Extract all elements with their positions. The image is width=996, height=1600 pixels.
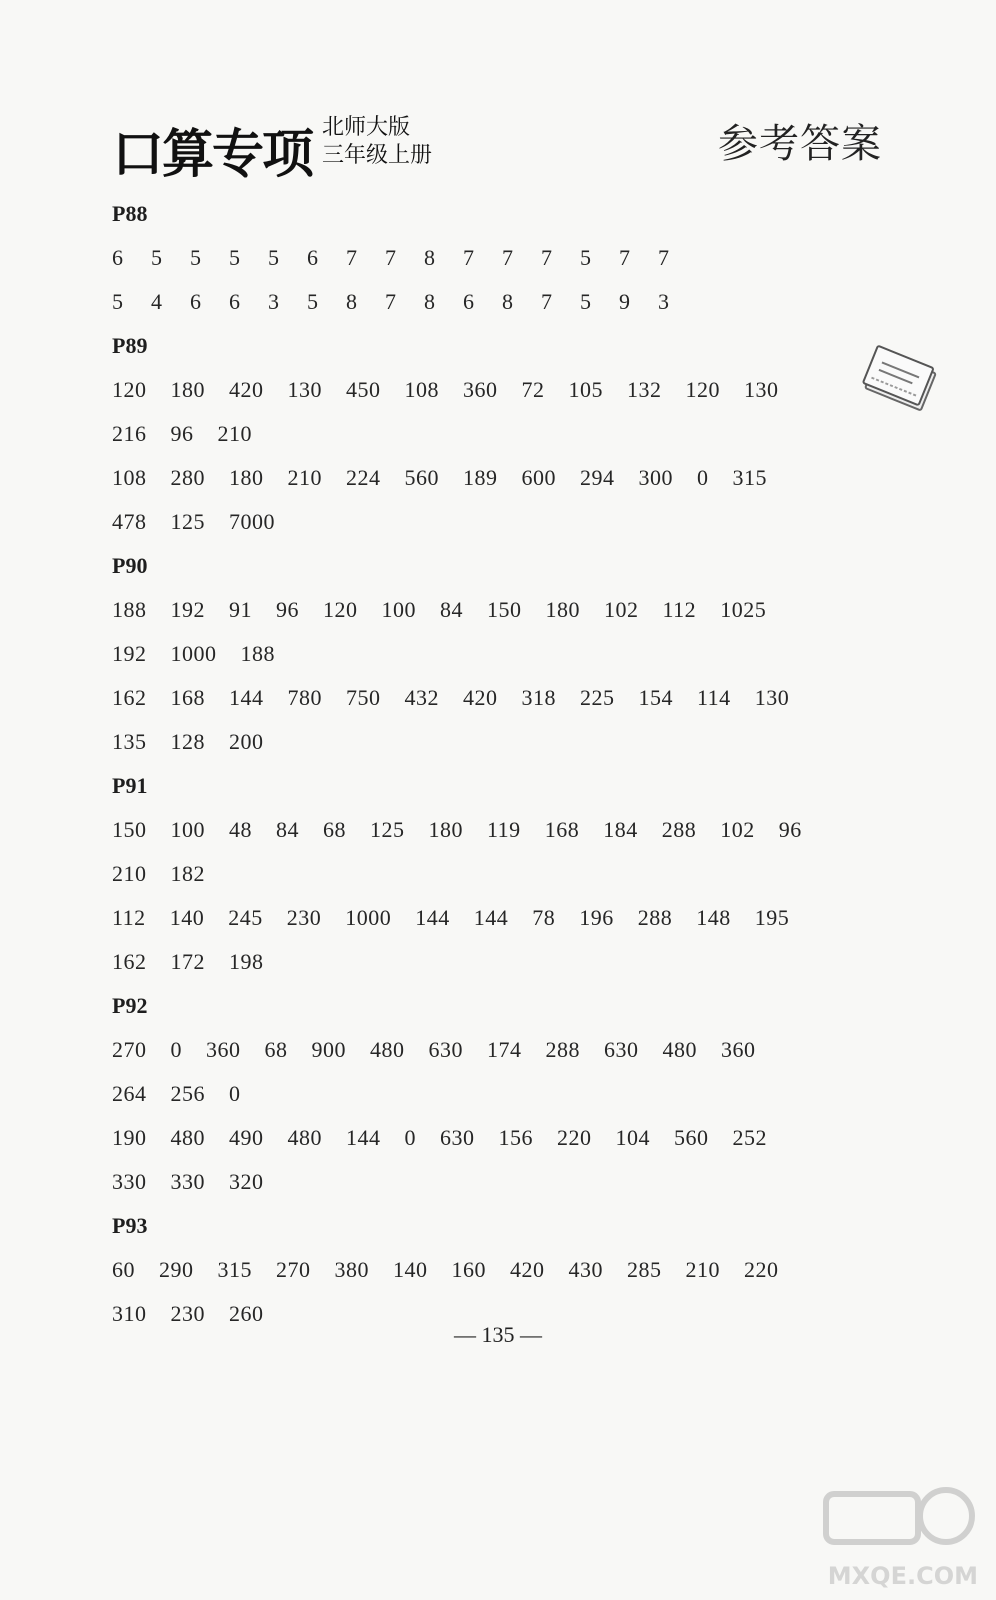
page-number: — 135 —: [454, 1322, 542, 1347]
answer-row: [112, 852, 912, 896]
answer-value: 7: [385, 245, 396, 270]
answer-value: 5: [151, 245, 162, 270]
answer-value: 315: [217, 1257, 252, 1282]
answer-value: 420: [229, 377, 264, 402]
answer-value: 260: [229, 1301, 264, 1326]
answer-value: 230: [286, 905, 322, 930]
answer-value: 310: [112, 1301, 147, 1326]
answer-value: 72: [521, 377, 545, 402]
answer-value: 0: [697, 465, 709, 490]
answer-value: 480: [662, 1037, 697, 1062]
edition-publisher: 北师大版: [322, 115, 411, 140]
answer-value: 7: [619, 245, 630, 270]
answer-value: 180: [229, 465, 264, 490]
answer-value: 210: [287, 465, 322, 490]
answer-value: 480: [287, 1125, 322, 1150]
answer-value: 600: [521, 465, 556, 490]
answer-value: 132: [627, 377, 662, 402]
answer-row: [112, 412, 912, 456]
answer-value: 320: [229, 1169, 264, 1194]
answer-value: 195: [754, 905, 790, 930]
book-title: 口算专项: [112, 125, 313, 185]
answer-value: 84: [440, 597, 463, 622]
answer-value: 210: [217, 421, 252, 446]
answer-row: [112, 940, 912, 984]
answer-value: 8: [424, 245, 435, 270]
answer-value: 8: [346, 289, 357, 314]
answer-row: [112, 1072, 912, 1116]
answer-row: [112, 896, 912, 940]
answer-value: 48: [229, 817, 252, 842]
answer-value: 7: [502, 245, 513, 270]
section-label: P90: [112, 553, 148, 578]
answer-value: 140: [393, 1257, 428, 1282]
answer-value: 360: [463, 377, 498, 402]
answer-value: 288: [661, 817, 697, 842]
answer-value: 430: [568, 1257, 603, 1282]
answer-row: [112, 500, 912, 544]
answer-value: 280: [170, 465, 205, 490]
answer-value: 360: [206, 1037, 241, 1062]
answer-value: 130: [744, 377, 779, 402]
answer-value: 130: [287, 377, 322, 402]
answer-value: 420: [463, 685, 498, 710]
answer-value: 144: [346, 1125, 381, 1150]
answer-value: 7000: [229, 509, 275, 534]
answer-value: 330: [112, 1169, 147, 1194]
answer-value: 8: [424, 289, 435, 314]
answer-row: [112, 1160, 912, 1204]
answer-value: 102: [604, 597, 639, 622]
answer-value: 380: [334, 1257, 369, 1282]
answer-value: 220: [557, 1125, 592, 1150]
answer-list: [112, 192, 912, 1336]
answer-value: 68: [323, 817, 346, 842]
answer-value: 5: [580, 289, 591, 314]
answer-value: 168: [170, 685, 205, 710]
answer-value: 156: [498, 1125, 533, 1150]
answer-value: 180: [170, 377, 205, 402]
answer-value: 224: [346, 465, 381, 490]
answer-value: 108: [404, 377, 439, 402]
answer-value: 6: [229, 289, 240, 314]
answer-row: [112, 236, 912, 280]
answer-value: 560: [674, 1125, 709, 1150]
answer-value: 119: [487, 817, 521, 842]
answer-value: 6: [112, 245, 123, 270]
edition-grade: 三年级上册: [322, 143, 433, 168]
answer-value: 5: [580, 245, 591, 270]
answer-value: 180: [545, 597, 580, 622]
watermark: [818, 1480, 978, 1590]
answer-value: 105: [568, 377, 603, 402]
answer-value: 192: [170, 597, 205, 622]
answer-value: 128: [170, 729, 205, 754]
answer-row: [112, 632, 912, 676]
answer-value: 150: [112, 817, 147, 842]
answer-value: 5: [112, 289, 123, 314]
answer-value: 480: [170, 1125, 205, 1150]
answer-value: 130: [754, 685, 790, 710]
answer-value: 230: [170, 1301, 205, 1326]
answer-value: 900: [311, 1037, 346, 1062]
section-label: P89: [112, 333, 148, 358]
answer-value: 96: [778, 817, 802, 842]
answer-value: 8: [502, 289, 513, 314]
answer-row: [112, 368, 912, 412]
answer-value: 210: [112, 861, 147, 886]
answer-value: 162: [112, 685, 147, 710]
answer-row: [112, 1028, 912, 1072]
answer-value: 140: [169, 905, 205, 930]
answer-value: 318: [521, 685, 556, 710]
answer-value: 225: [580, 685, 615, 710]
answer-value: 290: [159, 1257, 194, 1282]
answer-value: 182: [170, 861, 205, 886]
answer-value: 285: [627, 1257, 662, 1282]
answer-value: 315: [732, 465, 767, 490]
answer-value: 60: [112, 1257, 135, 1282]
answer-row: [112, 808, 912, 852]
answer-value: 168: [544, 817, 580, 842]
answer-value: 780: [287, 685, 322, 710]
answer-row: [112, 588, 912, 632]
answer-value: 480: [370, 1037, 405, 1062]
answer-row: [112, 720, 912, 764]
answer-value: 630: [428, 1037, 463, 1062]
answer-value: 190: [112, 1125, 147, 1150]
answer-value: 630: [440, 1125, 475, 1150]
answer-value: 560: [404, 465, 439, 490]
answer-value: 216: [112, 421, 147, 446]
answer-value: 144: [473, 905, 509, 930]
answer-value: 1025: [720, 597, 767, 622]
answer-value: 154: [638, 685, 673, 710]
answer-value: 162: [112, 949, 147, 974]
answer-value: 125: [170, 509, 205, 534]
answer-value: 630: [604, 1037, 639, 1062]
answer-value: 120: [112, 377, 147, 402]
answer-value: 160: [451, 1257, 486, 1282]
answer-value: 270: [112, 1037, 147, 1062]
answer-value: 135: [112, 729, 147, 754]
answer-value: 189: [463, 465, 498, 490]
answer-value: 0: [404, 1125, 416, 1150]
answer-value: 192: [112, 641, 147, 666]
answer-value: 100: [170, 817, 205, 842]
answer-value: 7: [463, 245, 474, 270]
watermark-logo-icon: [818, 1480, 978, 1560]
answer-row: [112, 1116, 912, 1160]
answer-value: 91: [229, 597, 252, 622]
answer-value: 188: [112, 597, 147, 622]
answer-value: 148: [696, 905, 731, 930]
answer-value: 7: [541, 289, 552, 314]
answer-value: 200: [229, 729, 264, 754]
answer-value: 125: [370, 817, 405, 842]
answer-row: [112, 456, 912, 500]
answer-value: 172: [170, 949, 205, 974]
answer-value: 300: [638, 465, 673, 490]
answer-value: 104: [615, 1125, 650, 1150]
answer-value: 150: [487, 597, 522, 622]
answer-value: 6: [307, 245, 318, 270]
answer-value: 1000: [170, 641, 217, 666]
answer-value: 3: [658, 289, 669, 314]
answer-value: 144: [229, 685, 264, 710]
section-label: P91: [112, 773, 148, 798]
answer-value: 196: [579, 905, 614, 930]
answer-value: 120: [323, 597, 358, 622]
answer-row: [112, 280, 912, 324]
answer-value: 288: [637, 905, 673, 930]
answer-value: 3: [268, 289, 279, 314]
section-label: P93: [112, 1213, 148, 1238]
answer-value: 490: [229, 1125, 264, 1150]
answer-value: 294: [580, 465, 615, 490]
answer-value: 114: [697, 685, 731, 710]
answer-value: 7: [346, 245, 357, 270]
answer-value: 330: [170, 1169, 205, 1194]
answer-value: 1000: [345, 905, 392, 930]
section-label: P88: [112, 201, 148, 226]
answer-value: 5: [229, 245, 240, 270]
answer-value: 112: [112, 905, 146, 930]
answer-value: 188: [240, 641, 275, 666]
answer-value: 7: [385, 289, 396, 314]
answer-value: 180: [428, 817, 463, 842]
answer-value: 68: [264, 1037, 288, 1062]
answer-value: 264: [112, 1081, 147, 1106]
answer-value: 198: [229, 949, 264, 974]
answer-value: 0: [229, 1081, 241, 1106]
answer-value: 184: [603, 817, 638, 842]
answer-value: 96: [170, 421, 194, 446]
answer-value: 252: [732, 1125, 767, 1150]
answer-value: 288: [545, 1037, 580, 1062]
answer-value: 5: [307, 289, 318, 314]
answer-value: 420: [510, 1257, 545, 1282]
edition-label: [322, 114, 432, 170]
answer-value: 450: [346, 377, 381, 402]
answer-value: 7: [541, 245, 552, 270]
answer-value: 96: [276, 597, 299, 622]
answer-value: 432: [404, 685, 439, 710]
answer-value: 100: [381, 597, 416, 622]
answer-value: 270: [276, 1257, 311, 1282]
answer-value: 4: [151, 289, 162, 314]
section-label: P92: [112, 993, 148, 1018]
answer-row: [112, 676, 912, 720]
answer-value: 256: [170, 1081, 205, 1106]
answer-value: 220: [744, 1257, 779, 1282]
answer-value: 0: [170, 1037, 182, 1062]
answer-value: 6: [190, 289, 201, 314]
answer-value: 360: [721, 1037, 756, 1062]
answer-value: 78: [532, 905, 556, 930]
answer-value: 478: [112, 509, 147, 534]
answer-value: 112: [662, 597, 697, 622]
answer-value: 5: [190, 245, 201, 270]
answer-key-heading: 参考答案: [718, 121, 882, 167]
answer-value: 6: [463, 289, 474, 314]
answer-value: 84: [276, 817, 299, 842]
answer-value: 108: [112, 465, 147, 490]
answer-value: 102: [720, 817, 755, 842]
answer-value: 245: [228, 905, 263, 930]
answer-value: 750: [346, 685, 381, 710]
answer-value: 5: [268, 245, 279, 270]
answer-value: 7: [658, 245, 669, 270]
answer-value: 9: [619, 289, 630, 314]
answer-value: 144: [415, 905, 450, 930]
answer-row: [112, 1248, 912, 1292]
answer-value: 174: [487, 1037, 522, 1062]
answer-value: 210: [685, 1257, 720, 1282]
answer-value: 120: [685, 377, 720, 402]
watermark-site: MXQE.COM: [827, 1562, 978, 1590]
